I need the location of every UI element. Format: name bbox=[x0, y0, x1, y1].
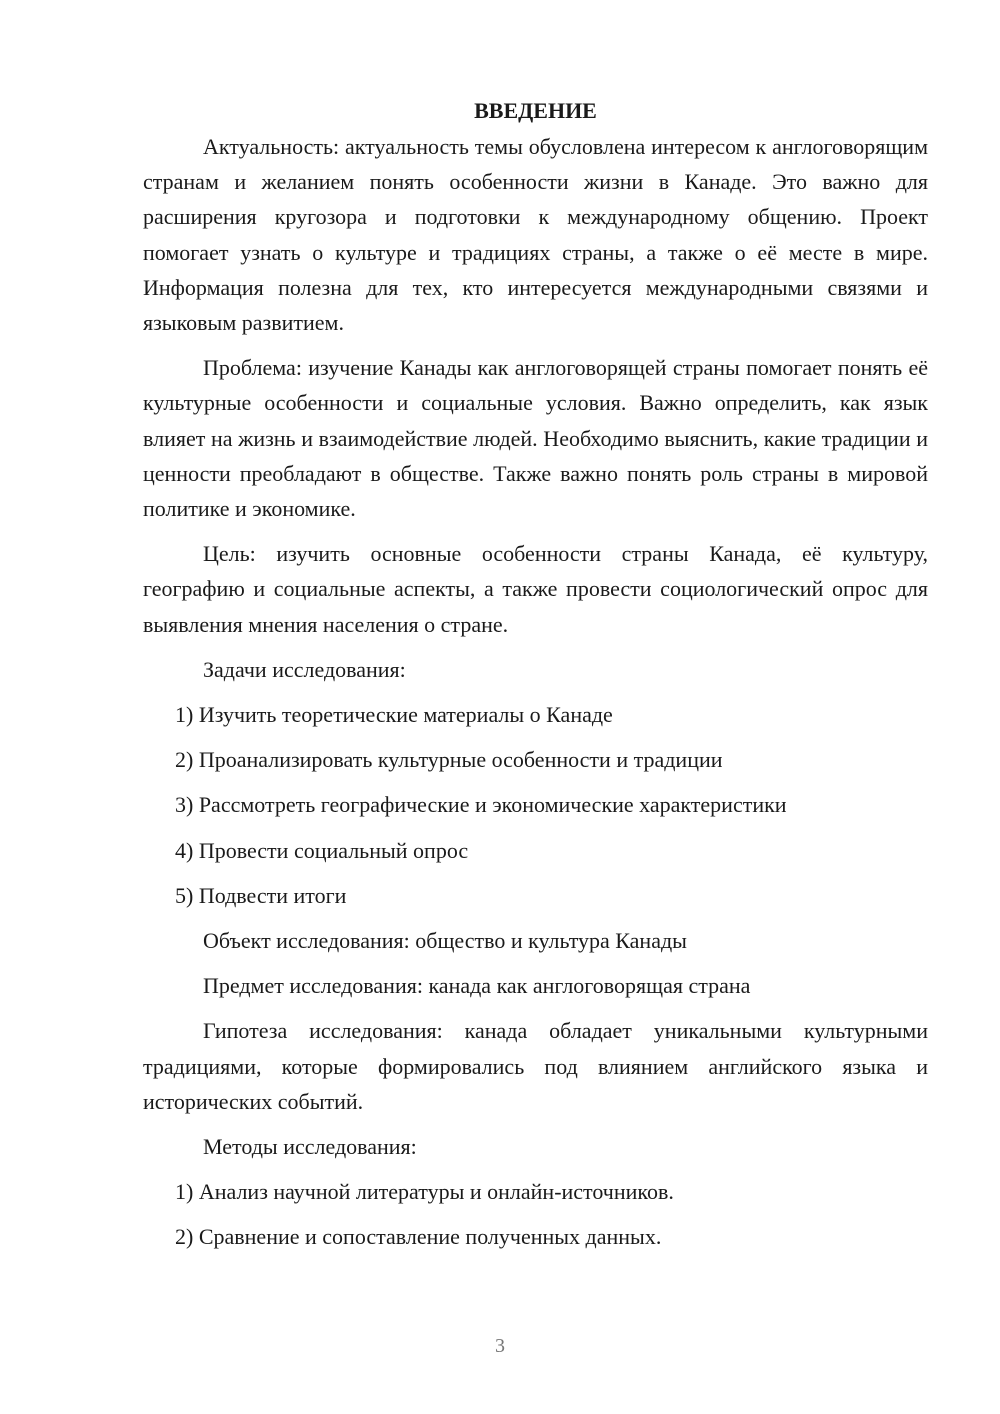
section-heading: ВВЕДЕНИЕ bbox=[474, 98, 597, 123]
goal-paragraph: Цель: изучить основные особенности страны Канада, её культуру, географию и социальные аспекты, а также провести социологический опрос для выявления мнения населения о стране. bbox=[143, 541, 928, 637]
problem-paragraph: Проблема: изучение Канады как англоговорящей страны помогает понять её культурные особенности и социальные условия. Важно определить, как язык влияет на жизнь и взаимодействие людей. Необходимо выяснить, какие традиции и ценности преобладают в обществе. Также важно понять роль страны в мировой политике и экономике. bbox=[143, 355, 928, 522]
research-subject: Предмет исследования: канада как англоговорящая страна bbox=[203, 973, 751, 999]
hypothesis-paragraph: Гипотеза исследования: канада обладает уникальными культурными традициями, которые формировались под влиянием английского языка и исторических событий. bbox=[143, 1018, 928, 1114]
page-number: 3 bbox=[495, 1335, 505, 1357]
task-item: 3) Рассмотреть географические и экономические характеристики bbox=[175, 792, 787, 818]
method-item: 2) Сравнение и сопоставление полученных данных. bbox=[175, 1224, 662, 1250]
task-item: 1) Изучить теоретические материалы о Канаде bbox=[175, 702, 613, 728]
task-item: 2) Проанализировать культурные особенности и традиции bbox=[175, 747, 723, 773]
method-item: 1) Анализ научной литературы и онлайн-источников. bbox=[175, 1179, 674, 1205]
task-item: 4) Провести социальный опрос bbox=[175, 837, 469, 863]
methods-heading: Методы исследования: bbox=[203, 1133, 417, 1159]
tasks-heading: Задачи исследования: bbox=[203, 656, 406, 682]
relevance-paragraph: Актуальность: актуальность темы обусловлена интересом к англоговорящим странам и желанием понять особенности жизни в Канаде. Это важно для расширения кругозора и подготовки к международному общению. Проект помогает узнать о культуре и традициях страны, а также о её месте в мире. Информация полезна для тех, кто интересуется международными связями и языковым развитием. bbox=[143, 134, 928, 336]
task-item: 5) Подвести итоги bbox=[175, 882, 347, 908]
research-object: Объект исследования: общество и культура Канады bbox=[203, 927, 687, 953]
page-content bbox=[143, 93, 928, 1265]
